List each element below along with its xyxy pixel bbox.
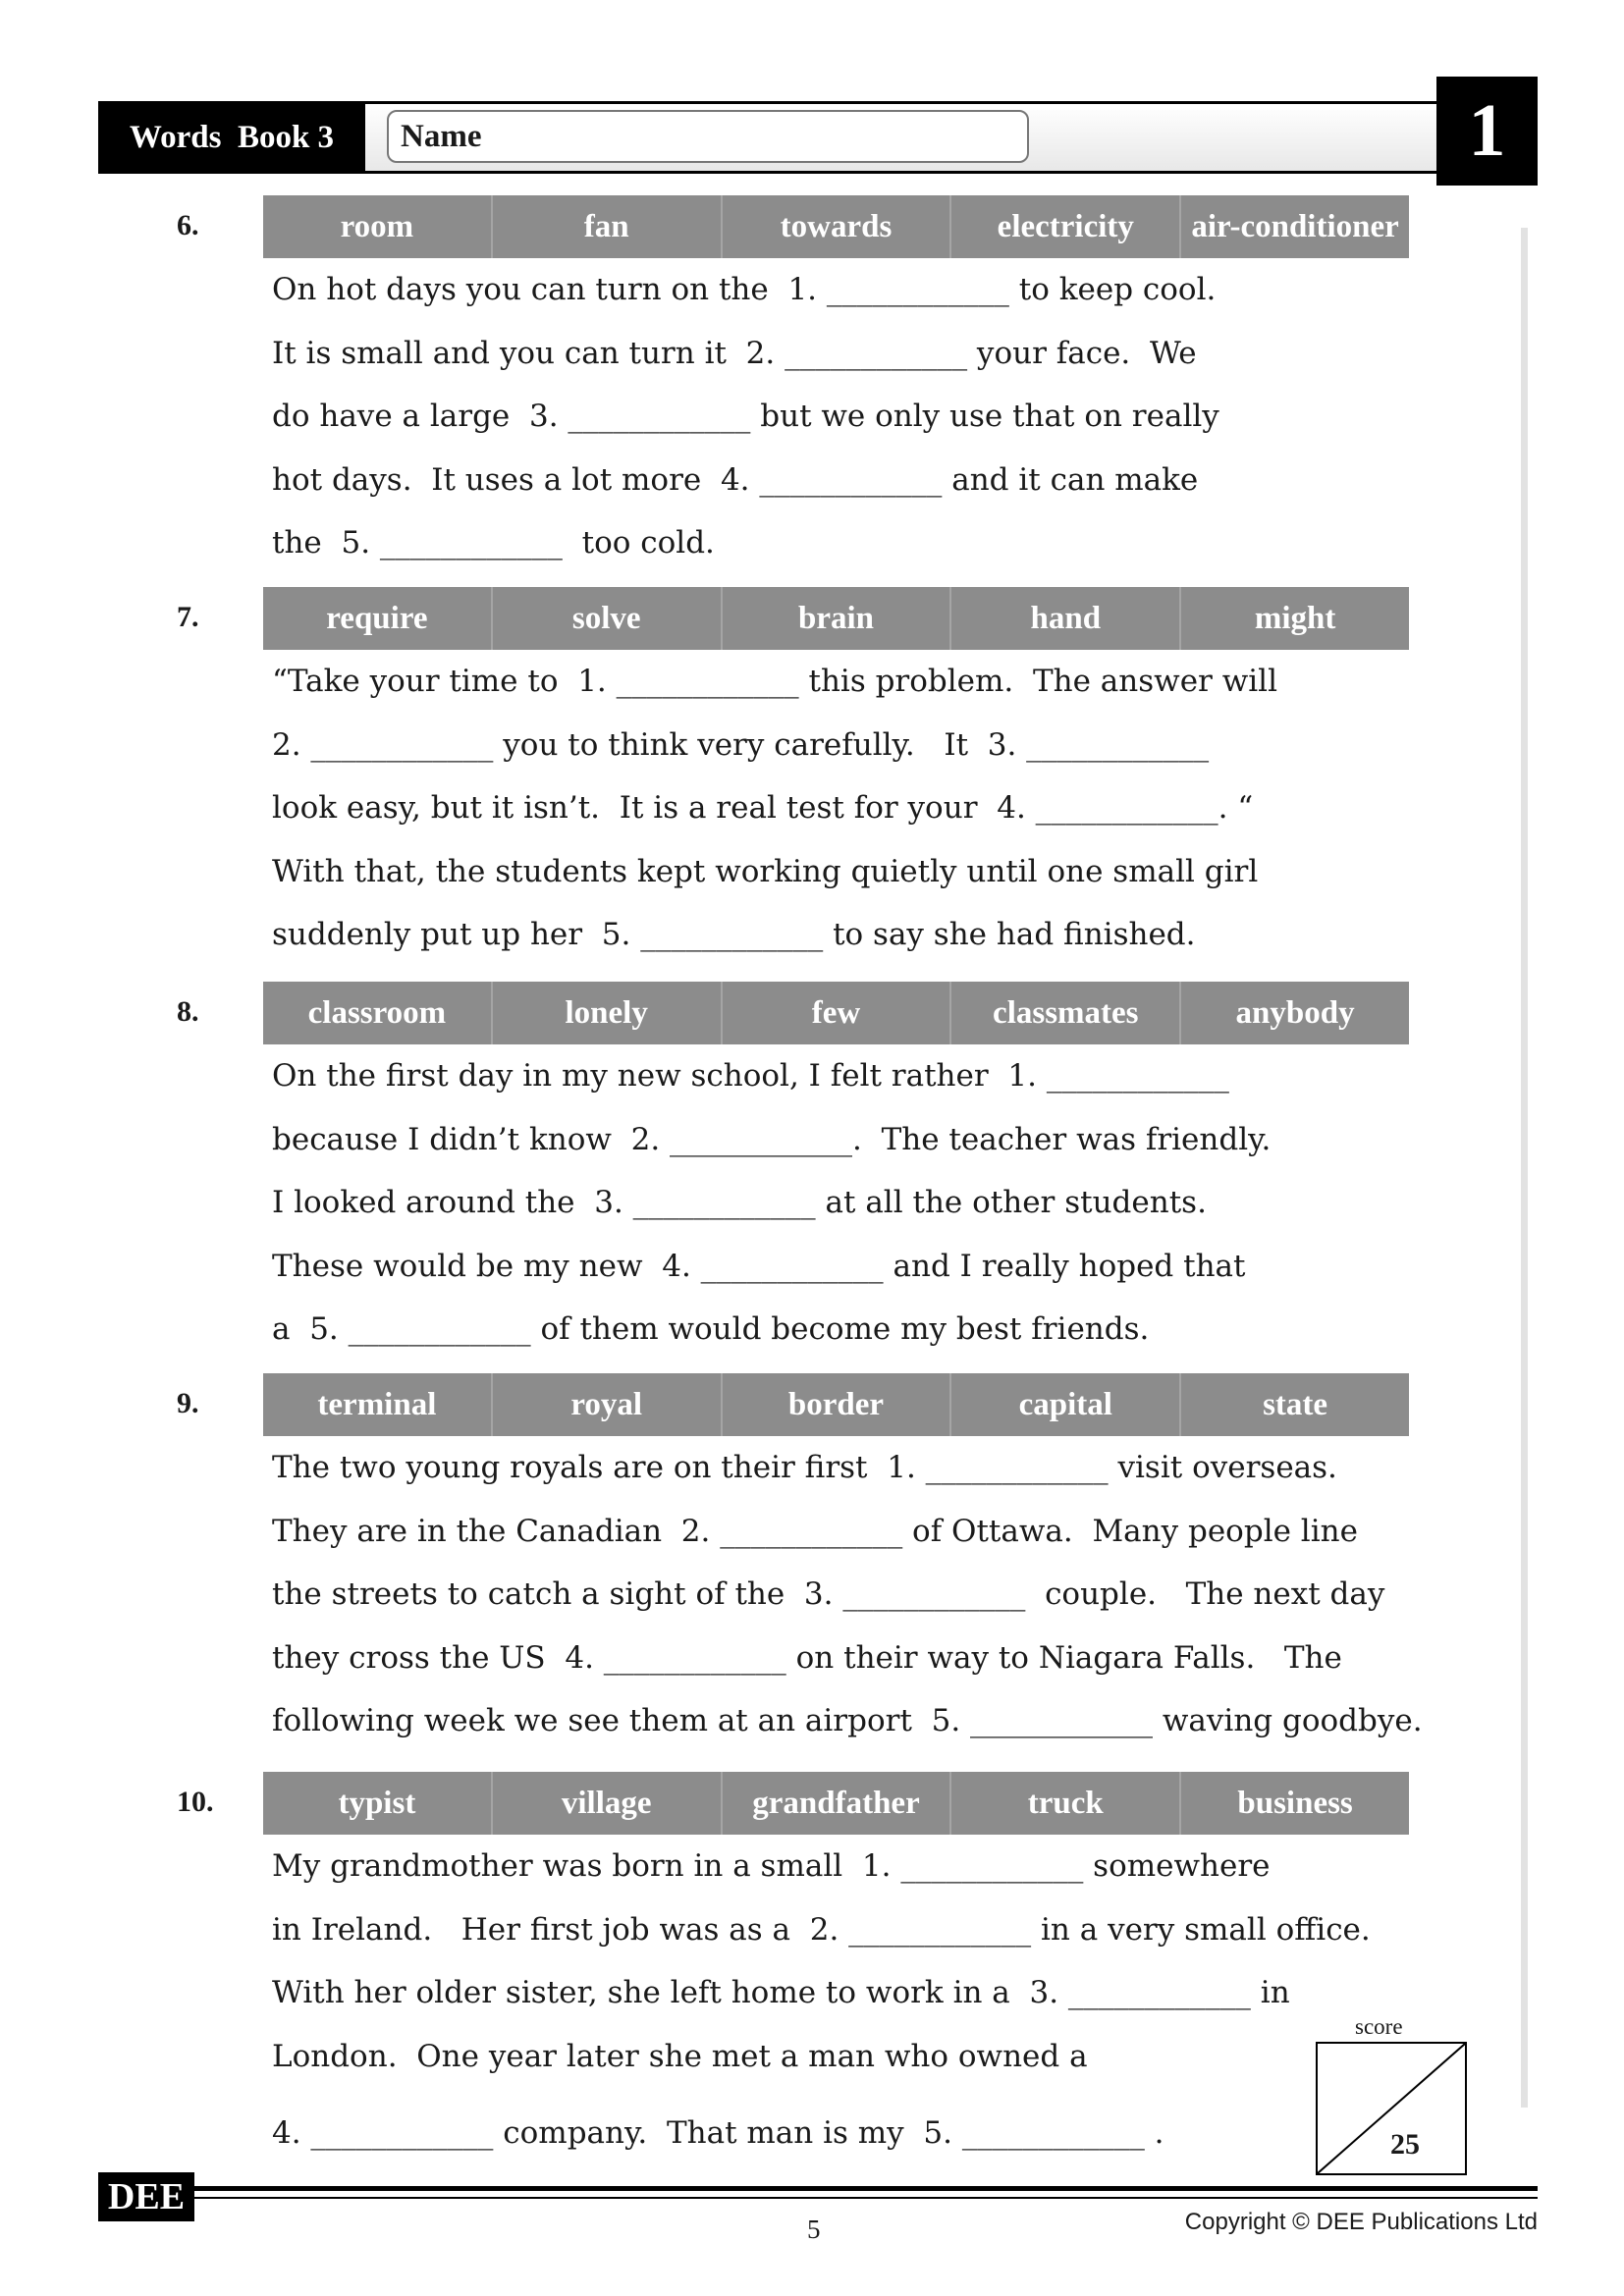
word-bank-item: typist [263,1772,493,1835]
name-label: Name [401,118,482,154]
word-bank-item: anybody [1235,994,1355,1031]
book-label: Words Book 3 [98,101,365,174]
passage-line: My grandmother was born in a small 1. ____________ somewhere [272,1848,1271,1884]
word-bank-item: state [1263,1386,1328,1422]
passage-line: because I didn’t know 2. ____________. The teacher was friendly. [272,1121,1272,1157]
passage-line: the 5. ____________ too cold. [272,525,715,561]
name-field[interactable] [387,110,1029,163]
word-bank-item: truck [951,1772,1181,1835]
passage-line: London. One year later she met a man who owned a [272,2038,1088,2074]
passage-line: hot days. It uses a lot more 4. ____________ and it can make [272,461,1199,498]
passage-line: With that, the students kept working quietly until one small girl [272,853,1259,889]
passage-line: following week we see them at an airport 5. ____________ waving goodbye. [272,1703,1423,1738]
word-bank [263,1772,1409,1835]
footer-rule-thin [194,2197,1538,2199]
word-bank-item: hand [951,587,1181,650]
word-bank-item: business [1237,1785,1353,1821]
exercise-number: 10. [177,1786,214,1818]
passage [272,650,1277,967]
passage-line: they cross the US 4. ____________ on their way to Niagara Falls. The [272,1639,1342,1676]
word-bank-item: few [723,982,952,1044]
passage-line: These would be my new 4. ____________ and I really hoped that [272,1248,1246,1284]
passage-line: look easy, but it isn’t. It is a real test for your 4. ____________. “ [272,790,1254,826]
score-total: 25 [1390,2128,1420,2161]
publisher-logo: DEE [98,2172,194,2221]
word-bank-item: require [263,587,493,650]
word-bank-item: brain [723,587,952,650]
passage-line: On hot days you can turn on the 1. ____________ to keep cool. [272,272,1217,307]
word-bank-item: royal [493,1373,723,1436]
exercise-number: 6. [177,209,199,241]
page-number: 5 [807,2215,821,2244]
passage-line: It is small and you can turn it 2. ____________ your face. We [272,335,1197,371]
word-bank [263,982,1409,1044]
word-bank-item: room [263,195,493,258]
unit-number: 1 [1436,77,1538,186]
word-bank-item: lonely [493,982,723,1044]
footer-rule [194,2186,1538,2191]
score-label: score [1355,2014,1403,2039]
passage [272,1436,1423,1753]
passage-line: With her older sister, she left home to work in a 3. ____________ in [272,1975,1290,2010]
passage-line: 4. ____________ company. That man is my 5. ____________ . [272,2115,1164,2151]
word-bank-item: classmates [951,982,1181,1044]
exercise-number: 7. [177,601,199,633]
passage-line: “Take your time to 1. ____________ this problem. The answer will [272,664,1277,699]
word-bank [263,1373,1409,1436]
passage-line: They are in the Canadian 2. ____________ of Ottawa. Many people line [272,1513,1358,1549]
passage-line: in Ireland. Her first job was as a 2. ____________ in a very small office. [272,1911,1371,1948]
word-bank-item: fan [493,195,723,258]
exercise-number: 8. [177,995,199,1028]
passage-line: I looked around the 3. ____________ at all the other students. [272,1185,1207,1220]
passage-line: The two young royals are on their first 1. ____________ visit overseas. [272,1450,1337,1485]
passage-line: a 5. ____________ of them would become my best friends. [272,1311,1150,1347]
word-bank [263,587,1409,650]
passage [272,258,1219,575]
word-bank-item: classroom [263,982,493,1044]
side-rule [1521,228,1528,2108]
passage-line: the streets to catch a sight of the 3. ____________ couple. The next day [272,1576,1385,1612]
word-bank-item: village [493,1772,723,1835]
word-bank-item: grandfather [723,1772,952,1835]
copyright-notice: Copyright © DEE Publications Ltd [1184,2209,1538,2235]
word-bank-item: might [1254,600,1336,636]
passage-line: do have a large 3. ____________ but we only use that on really [272,399,1219,434]
passage [272,1044,1271,1362]
word-bank-item: towards [723,195,952,258]
word-bank-item: capital [951,1373,1181,1436]
exercise-number: 9. [177,1387,199,1419]
passage-line: On the first day in my new school, I felt rather 1. ____________ [272,1058,1229,1094]
word-bank-item: solve [493,587,723,650]
word-bank-item: border [723,1373,952,1436]
word-bank [263,195,1409,258]
passage-line: suddenly put up her 5. ____________ to say she had finished. [272,917,1196,952]
word-bank-item: terminal [263,1373,493,1436]
passage-line: 2. ____________ you to think very carefully. It 3. ____________ [272,726,1210,763]
word-bank-item: electricity [951,195,1181,258]
word-bank-item: air-conditioner [1191,208,1399,244]
passage [272,1835,1371,2165]
